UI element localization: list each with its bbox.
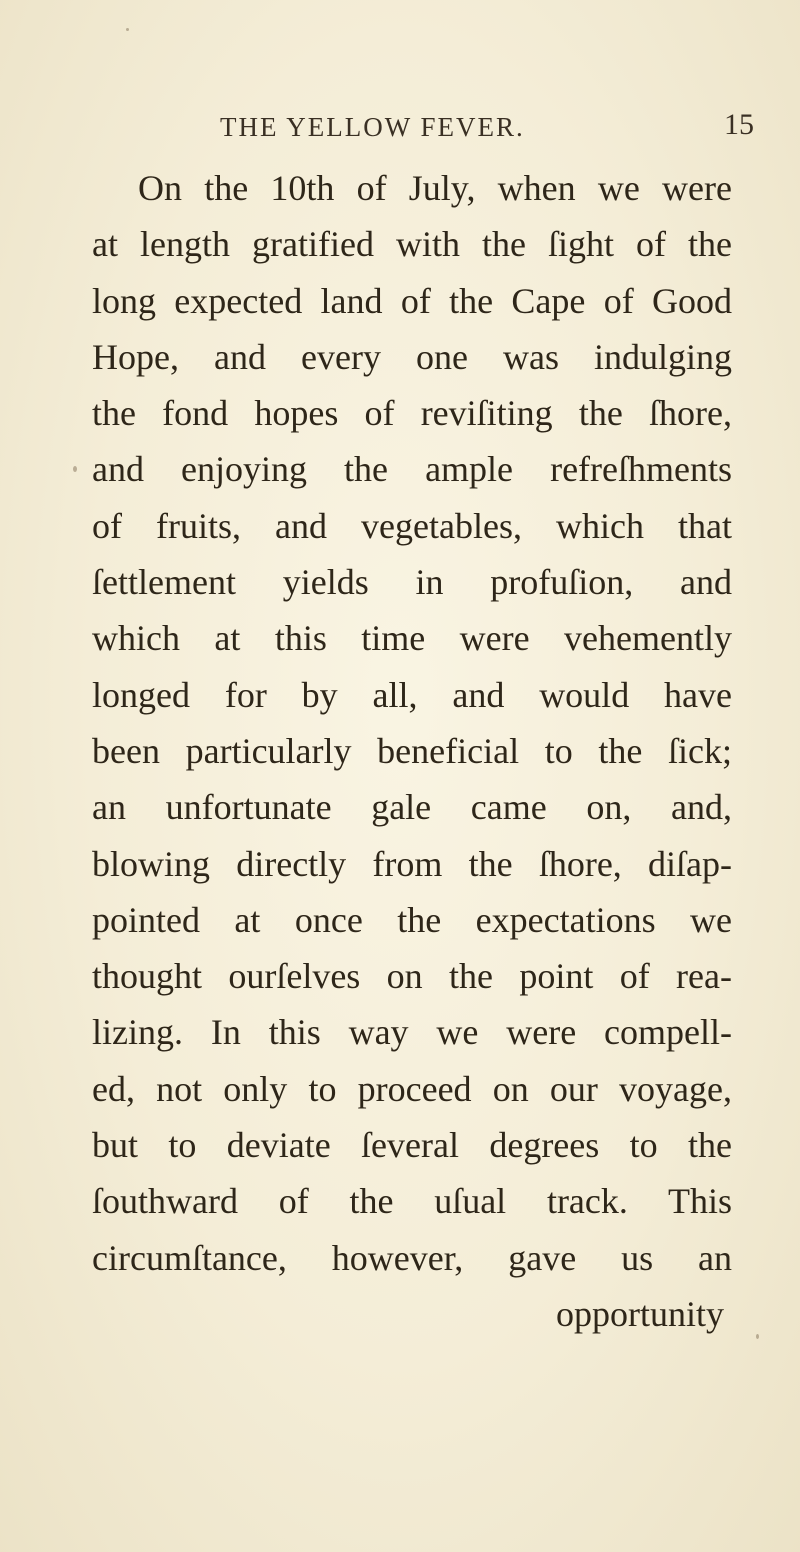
text-line: at length gratified with the ſight of the (92, 224, 732, 265)
paper-speck (756, 1334, 759, 1339)
text-line: ſettlement yields in profuſion, and (92, 562, 732, 603)
text-line: of fruits, and vegetables, which that (92, 505, 732, 546)
text-line: and enjoying the ample refreſhments (92, 449, 732, 490)
text-line: Hope, and every one was indulging (92, 336, 732, 377)
text-line: an unfortunate gale came on, and, (92, 787, 732, 828)
text-line: On the 10th of July, when we were (138, 168, 732, 208)
text-line: pointed at once the expectations we (92, 899, 732, 940)
text-line: which at this time were vehemently (92, 618, 732, 659)
text-line: circumſtance, however, gave us an (92, 1237, 732, 1278)
text-line: the fond hopes of reviſiting the ſhore, (92, 393, 732, 434)
text-line: thought ourſelves on the point of rea- (92, 956, 732, 997)
catchword: opportunity (556, 1293, 724, 1334)
paper-speck (126, 28, 129, 31)
text-line: but to deviate ſeveral degrees to the (92, 1125, 732, 1166)
text-line: lizing. In this way we were compell- (92, 1012, 732, 1053)
page-number: 15 (724, 108, 754, 141)
body-text (92, 160, 732, 1342)
text-line: been particularly beneficial to the ſick; (92, 730, 732, 771)
text-line: ſouthward of the uſual track. This (92, 1181, 732, 1222)
text-line: ed, not only to proceed on our voyage, (92, 1068, 732, 1109)
text-line: long expected land of the Cape of Good (92, 280, 732, 321)
running-head (0, 108, 800, 152)
paper-speck (73, 466, 77, 472)
running-title: THE YELLOW FEVER. (220, 112, 525, 142)
text-line: longed for by all, and would have (92, 674, 732, 715)
text-line: blowing directly from the ſhore, diſap- (92, 843, 732, 884)
